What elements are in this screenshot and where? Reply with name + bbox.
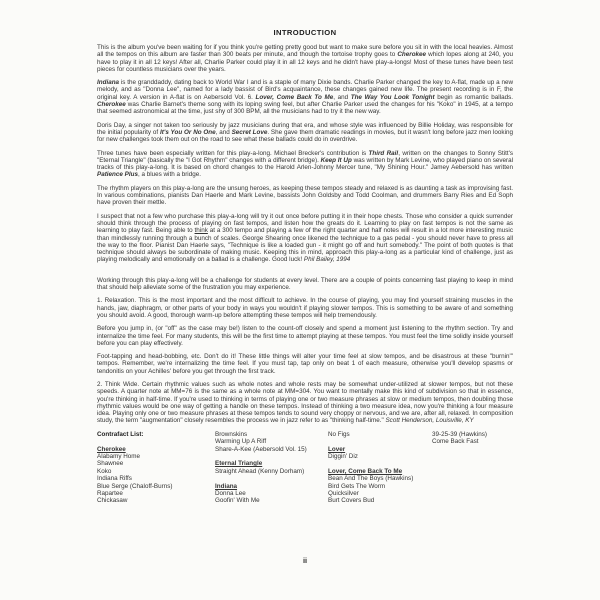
contrafact-spacer bbox=[215, 475, 328, 482]
contrafact-item: Chickasaw bbox=[97, 497, 128, 505]
contrafact-item: Burt Covers Bud bbox=[328, 497, 375, 505]
contrafact-item: Cherokee bbox=[97, 445, 126, 453]
contrafact-column bbox=[215, 431, 328, 505]
text-segment: Patience Plus bbox=[97, 171, 138, 179]
contrafact-item: 39-25-39 (Hawkins) bbox=[432, 430, 487, 438]
contrafact-item: No Figs bbox=[328, 430, 350, 438]
paragraph bbox=[97, 185, 513, 207]
text-segment: Foot-tapping and head-bobbing, etc. Don't do it! These little things will alter your time feel at slow tempos, and be disastrous at these "burnin'" tempos. Remember, we're internalizing the time feel. If you must tap, tap only on beat 1 of each measure, otherwise you'll develop spasms or tendonitis on your Achilles' before you get through the first track. bbox=[97, 353, 513, 375]
text-segment: Phil Bailey, 1994 bbox=[303, 256, 351, 264]
contrafact-spacer bbox=[215, 453, 328, 460]
page-title: INTRODUCTION bbox=[273, 28, 337, 37]
introduction-paragraphs bbox=[97, 44, 513, 425]
contrafact-spacer bbox=[328, 460, 432, 467]
contrafact-item: Alabamy Home bbox=[97, 452, 141, 460]
text-segment: Scott Henderson, Louisville, KY bbox=[385, 417, 474, 425]
text-segment: Before you jump in, (or "off" as the case may be!) listen to the count-off closely and spend a moment just listening to the rhythm section. Try and internalize the time feel. For many students, this will be the first time to attempt playing at these tempos. You must feel the time solidly inside yourself before you can play effectively. bbox=[97, 325, 513, 347]
contrafact-item: Rapartee bbox=[97, 490, 123, 498]
contrafact-item: Contrafact List: bbox=[97, 430, 144, 438]
contrafact-item: Shawnee bbox=[97, 460, 124, 468]
text-segment: , and bbox=[333, 93, 351, 101]
text-segment: Working through this play-a-long will be a challenge for students at every level. There are a couple of points concerning fast playing to keep in mind that should help alleviate some of the frustration you may experience. bbox=[97, 276, 513, 292]
contrafact-spacer bbox=[328, 438, 432, 445]
paragraph bbox=[97, 44, 513, 73]
contrafact-column bbox=[97, 431, 215, 505]
contrafact-item: Koko bbox=[97, 467, 112, 475]
contrafact-item: Eternal Triangle bbox=[215, 460, 263, 468]
text-segment: was written by Mark Levine, who played piano on several tracks of this play-a-long. It is based on chord changes to the Harold Arlen-Johnny Mercer tune, "My Shining Hour." Jamey Aebersold has written bbox=[97, 156, 513, 172]
text-segment: 1. Relaxation. This is the most important and the most difficult to achieve. In the course of playing, you may find yourself straining muscles in the hands, jaw, diaphragm, or other parts of your body in ways you wouldn't if playing slower tempos. This is something to be aware of and something you should avoid. A good, thorough warm-up before attempting these tempos will help tremendously. bbox=[97, 297, 513, 319]
text-segment: . She gave them dramatic readings in movies, but it wasn't long before jazz men looking for new challenges took them out on the road to see what these ballads could do in overdrive. bbox=[97, 128, 513, 144]
paragraph bbox=[97, 122, 513, 144]
text-segment: It's You Or No One bbox=[159, 128, 216, 136]
text-segment: Third Rail bbox=[368, 149, 399, 157]
text-segment: , a blues with a bridge. bbox=[137, 171, 201, 179]
text-segment: is the granddaddy, dating back to World War I and is a staple of many Dixie bands. Charlie Parker changed the key to A-flat, made up a new melody, and as "Donna Lee", named for a lady bassist of Bird's acquaintance, these changes gained new life. The present recording is in F, the original key. A version in A-flat is on Aebersold Vol. 6. bbox=[97, 79, 513, 101]
paragraph bbox=[97, 353, 513, 375]
paragraph bbox=[97, 277, 513, 292]
text-segment: Cherokee bbox=[397, 51, 427, 59]
contrafact-item: Straight Ahead (Kenny Dorham) bbox=[215, 467, 305, 475]
text-segment: , written on the changes to Sonny Stitt's "Eternal Triangle" (basically the "I Got Rhythm" changes with a different bridge). bbox=[97, 149, 513, 164]
text-segment: which lopes along at 240, you have to play it in all 12 keys! After all, Charlie Parker could play it in all 12 keys and he didn't have play-a-longs! Most of these tunes have been test pieces for countless musicians over the years. bbox=[97, 51, 513, 73]
text-segment: at a 300 tempo and playing a few of the right quarter and half notes will result in a lot more interesting music than mindlessly running through a bunch of scales. George Shearing once likened the technique to a gas pedal - you should never have to press all the way to the floor. Pianist Dan Haerle says, "Technique is like a loaded gun - it might go off and hurt somebody." The point of both quotes is that technique should always be subordinate of making music. Keeping this in mind, approach this play-a-long as a particular kind of challenge, just as playing melodically and emotionally on a ballad is a challenge. Good luck! bbox=[97, 227, 513, 264]
contrafact-item: Lover bbox=[328, 445, 346, 453]
contrafact-item: Blue Serge (Chaloff-Burns) bbox=[97, 482, 173, 490]
text-segment: Doris Day, a singer not taken too seriously by jazz musicians during that era, and whose style was influenced by Billie Holiday, was responsible for the initial popularity of bbox=[97, 121, 513, 136]
text-segment: This is the album you've been waiting for if you think you're getting pretty good but want to make sure before you sit in with the local heavies. Almost all the tempos on this album are faster than 300 beats per minute, and though the tortoise trophy goes to bbox=[97, 44, 513, 59]
contrafact-item: Quicksilver bbox=[328, 490, 359, 498]
contrafact-column bbox=[328, 431, 432, 505]
page-number: ii bbox=[302, 556, 308, 565]
contrafact-item: Indiana Riffs bbox=[97, 475, 132, 483]
contrafact-item: Indiana bbox=[215, 482, 238, 490]
text-segment: begin as romantic ballads. bbox=[434, 93, 513, 101]
contrafact-item: Share-A-Kee (Aebersold Vol. 15) bbox=[215, 445, 307, 453]
text-segment: Cherokee bbox=[97, 101, 126, 109]
text-segment: I suspect that not a few who purchase this play-a-long will try it out once before putting it in their hope chests. Those who consider a quick surrender should think through the process of playing on fast tempos, and listen how the greats do it. Learning to play on fast tempos is not the same as learning to play fast. Being able to bbox=[97, 212, 513, 235]
contrafact-item: Lover, Come Back To Me bbox=[328, 467, 403, 475]
text-segment: was Charlie Barnet's theme song with its loping swing feel, but after Charlie Parker used the changes for his "Koko" in 1945, at a tempo that seemed astronomical at the time, just shy of 300 BPM, all the musicians had to try it the new way. bbox=[97, 101, 513, 116]
paragraph bbox=[97, 79, 513, 115]
text-segment: , and bbox=[215, 128, 232, 136]
text-segment: Secret Love bbox=[231, 128, 268, 136]
text-segment: Lover, Come Back To Me bbox=[255, 93, 334, 101]
text-segment: The Way You Look Tonight bbox=[350, 93, 435, 101]
paragraph bbox=[97, 381, 513, 425]
contrafact-item: Bean And The Boys (Hawkins) bbox=[328, 475, 414, 483]
text-segment: Three tunes have been especially written for this play-a-long. Michael Brecker's contribution is bbox=[97, 149, 369, 157]
contrafact-column bbox=[432, 431, 513, 505]
paragraph bbox=[97, 325, 513, 347]
contrafact-item: Donna Lee bbox=[215, 490, 246, 498]
contrafact-item: Bird Gets The Worm bbox=[328, 482, 386, 490]
text-segment: The rhythm players on this play-a-long are the unsung heroes, as keeping these tempos steady and relaxed is as daunting a task as improvising fast. In various combinations, pianists Dan Haerle and Mark Levine, bassists John Goldsby and Todd Coolman, and drummers Barry Ries and Ed Soph have proven their mettle. bbox=[97, 184, 513, 207]
text-segment: Keep It Up bbox=[320, 156, 352, 164]
contrafact-item: Warming Up A Riff bbox=[215, 438, 267, 446]
contrafact-spacer bbox=[97, 438, 215, 445]
contrafact-item: Come Back Fast bbox=[432, 438, 479, 446]
contrafact-item: Brownskins bbox=[215, 430, 248, 438]
paragraph bbox=[97, 150, 513, 179]
paragraph bbox=[97, 297, 513, 319]
text-segment: 2. Think Wide. Certain rhythmic values such as whole notes and whole rests may be somewhat under-utilized at slower tempos, but not these speeds. A quarter note at MM=76 is the same as a whole note at MM=304. You want to mentally make this kind of subdivision so that in essence, you're thinking in half-time. If you're used to thinking in terms of playing one or two measure phrases at slow or medium tempos, then doubling those rhythmic values would be one way of getting a handle on these tempos. Instead of thinking a two measure idea, now you're thinking a four measure idea. Playing only one or two measure phrases at these tempos tends to sound very choppy or nervous, and we are, after all, relaxed. In composition study, the term "augmentation" closely resembles the process we in jazz refer to as "thinking half-time." bbox=[97, 380, 513, 425]
text-segment: think bbox=[194, 227, 208, 235]
contrafact-item: Goofin' With Me bbox=[215, 497, 260, 505]
page-content bbox=[97, 28, 513, 505]
paragraph bbox=[97, 213, 513, 264]
text-segment: Indiana bbox=[97, 79, 120, 87]
contrafact-list bbox=[97, 431, 513, 505]
contrafact-item: Diggin' Diz bbox=[328, 452, 358, 460]
